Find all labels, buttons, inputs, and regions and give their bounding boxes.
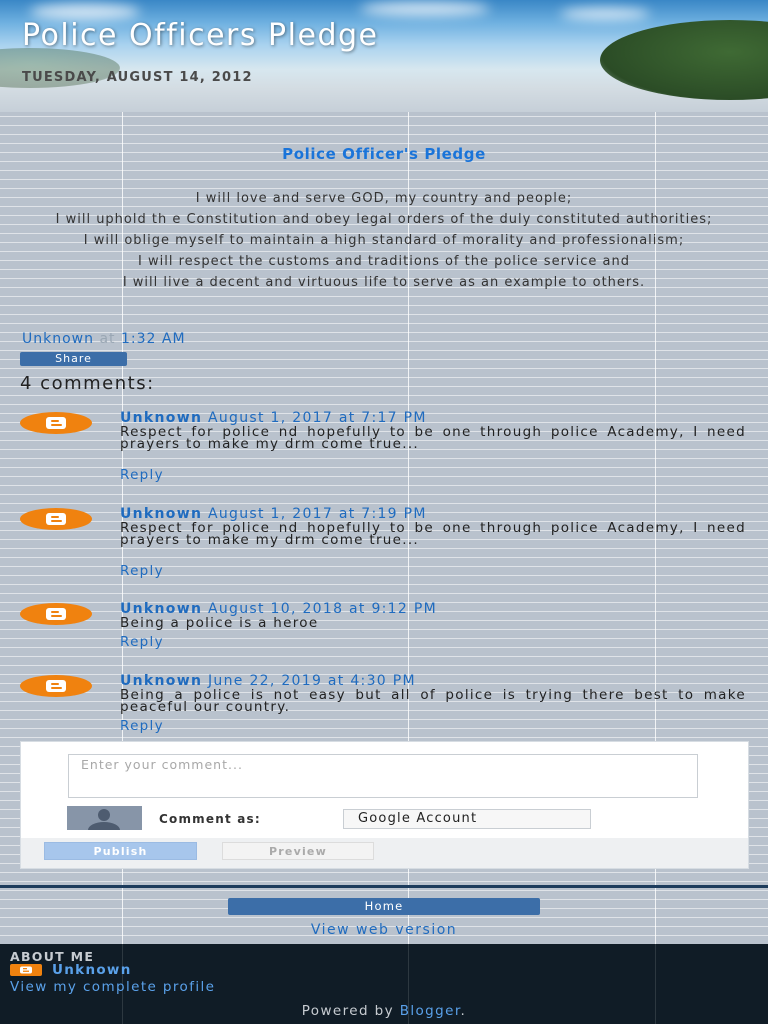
blog-title[interactable]: Police Officers Pledge — [22, 18, 379, 53]
comment-item — [20, 410, 748, 483]
home-button[interactable]: Home — [228, 898, 540, 915]
footer — [0, 944, 768, 1024]
blogger-link[interactable]: Blogger — [399, 1003, 461, 1019]
reply-link[interactable]: Reply — [120, 467, 164, 483]
comment-text: Respect for police nd hopefully to be one through police Academy, I need prayers to make my drm come true... — [120, 424, 746, 452]
comment-date-link[interactable]: August 1, 2017 at 7:17 PM — [208, 410, 427, 426]
comment-author-link[interactable]: Unknown — [120, 506, 203, 522]
post-date-header: TUESDAY, AUGUST 14, 2012 — [22, 70, 253, 85]
powered-by-label: Powered by — [301, 1003, 394, 1019]
view-profile-link[interactable]: View my complete profile — [10, 979, 216, 995]
post-paragraph: I will respect the customs and traditions of the police service and — [138, 254, 630, 269]
powered-by — [0, 1003, 768, 1019]
publish-button[interactable]: Publish — [44, 842, 197, 860]
post-body — [20, 191, 748, 299]
post-paragraph: I will live a decent and virtuous life to serve as an example to others. — [122, 275, 646, 290]
comment-text: Respect for police nd hopefully to be one through police Academy, I need prayers to make my drm come true... — [120, 520, 746, 548]
post-paragraph: I will love and serve GOD, my country and people; — [195, 191, 573, 206]
reply-link[interactable]: Reply — [120, 563, 164, 579]
post-paragraph: I will uphold th e Constitution and obey legal orders of the duly constituted authorities; — [55, 212, 713, 227]
comment-item — [20, 506, 748, 579]
blogger-logo-icon — [20, 412, 92, 434]
post-title[interactable]: Police Officer's Pledge — [282, 145, 486, 163]
header-hill — [600, 20, 768, 100]
comment-input[interactable]: Enter your comment... — [68, 754, 698, 798]
comments-heading: 4 comments: — [20, 373, 155, 394]
comment-form — [20, 741, 749, 869]
reply-link[interactable]: Reply — [120, 718, 164, 734]
header-cloud — [360, 2, 490, 16]
comment-form-actions — [21, 838, 748, 868]
comment-date-link[interactable]: August 1, 2017 at 7:19 PM — [208, 506, 427, 522]
comment-as-label: Comment as: — [159, 812, 261, 826]
content-divider — [0, 885, 768, 888]
post-footer — [22, 331, 186, 347]
comment-item — [20, 673, 748, 733]
blogger-logo-icon — [20, 675, 92, 697]
about-me-heading: ABOUT ME — [10, 949, 95, 964]
preview-button[interactable]: Preview — [222, 842, 374, 860]
default-profile-icon — [67, 806, 142, 830]
profile-name-link[interactable]: Unknown — [52, 962, 132, 978]
header-cloud — [560, 8, 650, 20]
post-timestamp-link[interactable]: 1:32 AM — [120, 331, 186, 347]
blogger-logo-icon — [20, 603, 92, 625]
comment-author-link[interactable]: Unknown — [120, 673, 203, 689]
powered-by-period: . — [460, 1003, 467, 1019]
comment-text: Being a police is not easy but all of police is trying there best to make peaceful our country. — [120, 687, 746, 715]
view-web-version-link[interactable]: View web version — [310, 922, 458, 938]
comment-author-link[interactable]: Unknown — [120, 410, 203, 426]
comment-date-link[interactable]: June 22, 2019 at 4:30 PM — [208, 673, 416, 689]
reply-link[interactable]: Reply — [120, 634, 164, 650]
share-button[interactable]: Share — [20, 352, 127, 366]
blogger-logo-icon — [10, 964, 42, 976]
post-paragraph: I will oblige myself to maintain a high standard of morality and professionalism; — [83, 233, 685, 248]
comment-author-link[interactable]: Unknown — [120, 601, 203, 617]
post-author-link[interactable]: Unknown — [22, 331, 94, 347]
comment-as-select[interactable]: Google Account — [343, 809, 591, 829]
comment-item — [20, 601, 748, 650]
comment-text: Being a police is a heroe — [120, 615, 319, 631]
post-at-label: at — [99, 331, 116, 347]
comment-date-link[interactable]: August 10, 2018 at 9:12 PM — [208, 601, 437, 617]
blog-header — [0, 0, 768, 112]
blogger-logo-icon — [20, 508, 92, 530]
